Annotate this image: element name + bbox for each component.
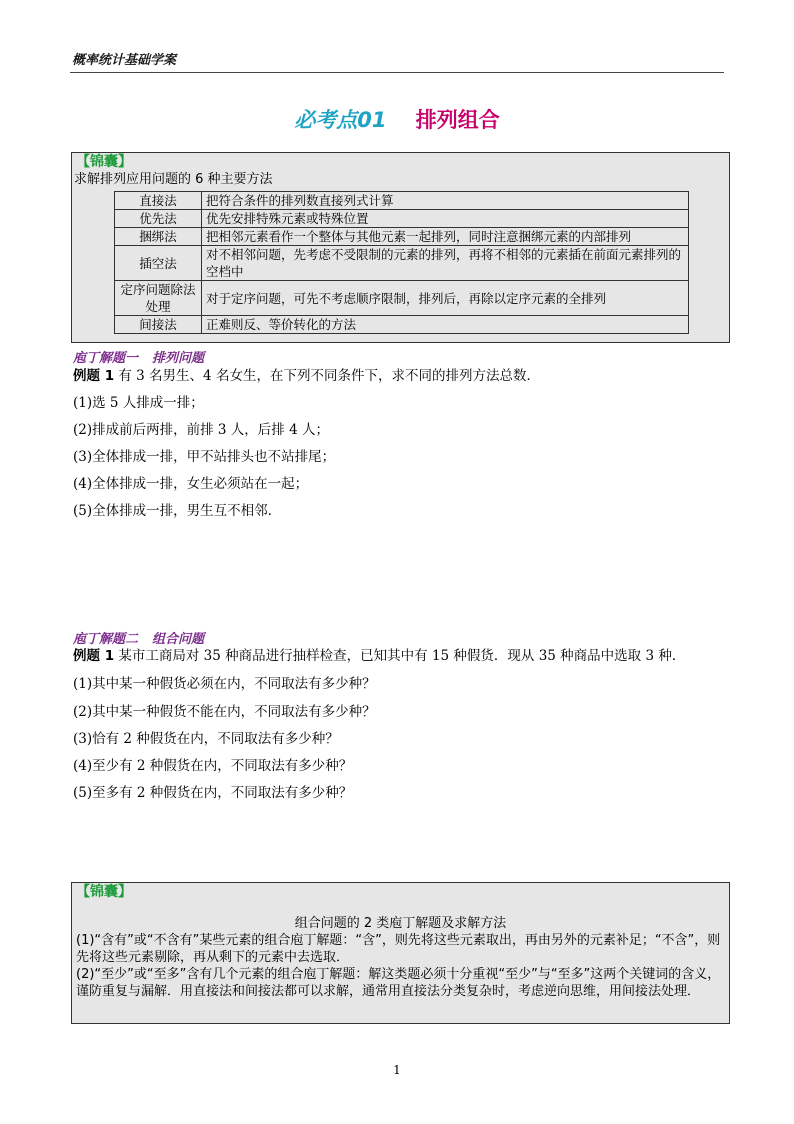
tip-intro: 求解排列应用问题的 6 种主要方法: [74, 172, 273, 187]
tip-box-methods: [71, 152, 730, 343]
section-heading-number: 庖丁解题一: [73, 351, 139, 366]
page-title-tag: 必考点01: [294, 108, 387, 132]
tip-label: 【锦囊】: [76, 884, 132, 900]
question-item: (1)其中某一种假货必须在内，不同取法有多少种？: [73, 676, 376, 692]
question-item: (5)全体排成一排，男生互不相邻．: [73, 503, 282, 519]
example-statement: [73, 647, 685, 665]
method-desc: 对于定序问题，可先不考虑顺序限制，排列后，再除以定序元素的全排列: [202, 281, 689, 316]
header-divider: [70, 72, 724, 73]
method-desc: 把符合条件的排列数直接列式计算: [202, 192, 689, 210]
section-heading-permutation: [73, 347, 204, 366]
tip-label: 【锦囊】: [76, 154, 132, 170]
example-statement: [73, 367, 540, 385]
header-title: 概率统计基础学案: [72, 53, 177, 68]
table-row: [115, 228, 689, 246]
table-row: [115, 316, 689, 334]
method-desc: 正难则反、等价转化的方法: [202, 316, 689, 334]
table-row: [115, 281, 689, 316]
section-heading-topic: 组合问题: [152, 632, 205, 647]
methods-table: [114, 191, 689, 334]
question-item: (1)选 5 人排成一排；: [73, 395, 204, 411]
method-desc: 把相邻元素看作一个整体与其他元素一起排列，同时注意捆绑元素的内部排列: [202, 228, 689, 246]
section-heading-number: 庖丁解题二: [73, 632, 139, 647]
table-row: [115, 210, 689, 228]
question-item: (3)恰有 2 种假货在内，不同取法有多少种？: [73, 731, 339, 747]
method-name: 插空法: [115, 246, 202, 281]
question-item: (2)其中某一种假货不能在内，不同取法有多少种？: [73, 704, 376, 720]
method-desc: 优先安排特殊元素或特殊位置: [202, 210, 689, 228]
page-title-main: 排列组合: [415, 108, 500, 132]
example-text: 有 3 名男生、4 名女生，在下列不同条件下，求不同的排列方法总数．: [118, 368, 540, 384]
section-heading-combination: [73, 628, 204, 647]
question-item: (3)全体排成一排，甲不站排头也不站排尾；: [73, 449, 336, 465]
table-row: [115, 246, 689, 281]
question-item: (4)至少有 2 种假货在内，不同取法有多少种？: [73, 758, 353, 774]
page-number: 1: [393, 1063, 401, 1077]
tip-paragraph: (2)“至少”或“至多”含有几个元素的组合庖丁解题：解这类题必须十分重视“至少”与“至多”这两个关键词的含义，谨防重复与漏解．用直接法和间接法都可以求解，通常用直接法分类复杂时，考虑逆向思维，用间接法处理．: [76, 967, 721, 999]
example-text: 某市工商局对 35 种商品进行抽样检查，已知其中有 15 种假货．现从 35 种商品中选取 3 种．: [118, 648, 686, 664]
method-name: 间接法: [115, 316, 202, 334]
method-name: 优先法: [115, 210, 202, 228]
tip-heading: 组合问题的 2 类庖丁解题及求解方法: [294, 916, 507, 931]
question-item: (4)全体排成一排，女生必须站在一起；: [73, 476, 309, 492]
method-desc: 对不相邻问题，先考虑不受限制的元素的排列，再将不相邻的元素插在前面元素排列的空档中: [202, 246, 689, 281]
method-name: 定序问题除法处理: [115, 281, 202, 316]
method-name: 捆绑法: [115, 228, 202, 246]
section-heading-topic: 排列问题: [152, 351, 205, 366]
method-name: 直接法: [115, 192, 202, 210]
page-title: [0, 104, 794, 134]
question-item: (2)排成前后两排，前排 3 人，后排 4 人；: [73, 422, 329, 438]
example-label: 例题 1: [73, 368, 115, 384]
question-item: (5)至多有 2 种假货在内，不同取法有多少种？: [73, 785, 353, 801]
tip-paragraph: (1)“含有”或“不含有”某些元素的组合庖丁解题：“含”，则先将这些元素取出，再由另外的元素补足；“不含”，则先将这些元素剔除，再从剩下的元素中去选取．: [76, 933, 721, 965]
example-label: 例题 1: [73, 648, 115, 664]
table-row: [115, 192, 689, 210]
tip-box-combination: [71, 882, 730, 1024]
